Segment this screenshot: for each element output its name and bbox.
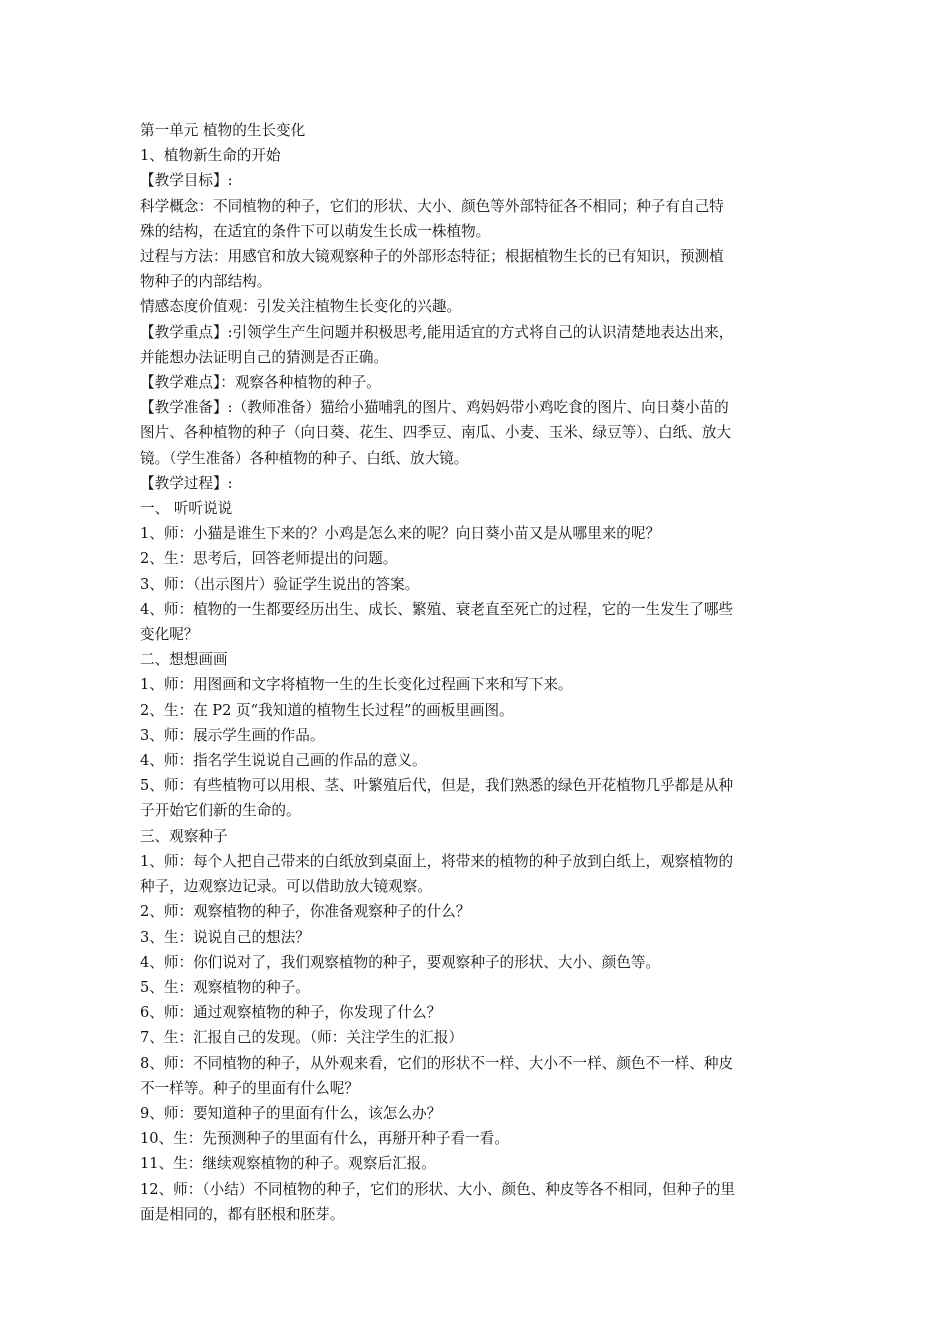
list-item: 5、师：有些植物可以用根、茎、叶繁殖后代，但是，我们熟悉的绿色开花植物几乎都是从种 <box>140 777 734 795</box>
text-line: 变化呢？ <box>140 626 199 644</box>
list-item: 11、生：继续观察植物的种子。观察后汇报。 <box>140 1155 436 1173</box>
list-item: 12、师：（小结）不同植物的种子，它们的形状、大小、颜色、种皮等各不相同，但种子的里 <box>140 1180 736 1198</box>
list-item: 5、生：观察植物的种子。 <box>140 978 310 996</box>
subsection-heading: 三、观察种子 <box>140 827 228 845</box>
list-item: 7、生：汇报自己的发现。（师：关注学生的汇报） <box>140 1029 464 1047</box>
text-line: 不一样等。种子的里面有什么呢？ <box>140 1079 359 1097</box>
list-item: 3、师：（出示图片）验证学生说出的答案。 <box>140 575 420 593</box>
list-item: 4、师：你们说对了，我们观察植物的种子，要观察种子的形状、大小、颜色等。 <box>140 953 661 971</box>
section-heading-process: 【教学过程】: <box>140 474 233 492</box>
text-line: 图片、各种植物的种子（向日葵、花生、四季豆、南瓜、小麦、玉米、绿豆等）、白纸、放大 <box>140 424 732 442</box>
list-item: 4、师：指名学生说说自己画的作品的意义。 <box>140 752 427 770</box>
subsection-heading: 二、想想画画 <box>140 651 228 669</box>
text-line: 种子，边观察边记录。可以借助放大镜观察。 <box>140 878 432 896</box>
unit-title: 第一单元 植物的生长变化 <box>140 122 306 139</box>
text-line: 科学概念：不同植物的种子，它们的形状、大小、颜色等外部特征各不相同；种子有自己特 <box>140 197 724 215</box>
list-item: 1、师：每个人把自己带来的白纸放到桌面上，将带来的植物的种子放到白纸上，观察植物的 <box>140 852 734 870</box>
section-heading-difficulties: 【教学难点】：观察各种植物的种子。 <box>140 374 381 392</box>
list-item: 3、生：说说自己的想法？ <box>140 928 310 946</box>
list-item: 10、生：先预测种子的里面有什么，再掰开种子看一看。 <box>140 1130 509 1148</box>
section-heading-objectives: 【教学目标】: <box>140 172 233 190</box>
text-line: 过程与方法：用感官和放大镜观察种子的外部形态特征；根据植物生长的已有知识，预测植 <box>140 248 724 266</box>
list-item: 9、师：要知道种子的里面有什么，该怎么办？ <box>140 1104 442 1122</box>
text-line: 镜。（学生准备）各种植物的种子、白纸、放大镜。 <box>140 449 469 467</box>
section-heading-key-points: 【教学重点】:引领学生产生问题并积极思考,能用适宜的方式将自己的认识清楚地表达出来， <box>140 323 734 341</box>
subsection-heading: 一、 听听说说 <box>140 500 233 518</box>
list-item: 8、师：不同植物的种子，从外观来看，它们的形状不一样、大小不一样、颜色不一样、种皮 <box>140 1054 734 1072</box>
list-item: 6、师：通过观察植物的种子，你发现了什么？ <box>140 1004 442 1022</box>
section-heading-preparation: 【教学准备】:（教师准备）猫给小猫哺乳的图片、鸡妈妈带小鸡吃食的图片、向日葵小苗的 <box>140 399 729 417</box>
list-item: 2、师：观察植物的种子，你准备观察种子的什么？ <box>140 903 471 921</box>
list-item: 3、师：展示学生画的作品。 <box>140 726 325 744</box>
list-item: 1、师：用图画和文字将植物一生的生长变化过程画下来和写下来。 <box>140 676 573 694</box>
list-item: 4、师：植物的一生都要经历出生、成长、繁殖、衰老直至死亡的过程，它的一生发生了哪些 <box>140 600 734 618</box>
document-page <box>140 118 816 1227</box>
text-line: 子开始它们新的生命的。 <box>140 802 301 820</box>
text-line: 并能想办法证明自己的猜测是否正确。 <box>140 348 389 366</box>
text-line: 殊的结构，在适宜的条件下可以萌发生长成一株植物。 <box>140 222 491 240</box>
list-item: 1、师：小猫是谁生下来的？小鸡是怎么来的呢？向日葵小苗又是从哪里来的呢？ <box>140 525 661 543</box>
lesson-title: 1、植物新生命的开始 <box>140 147 281 165</box>
text-line: 情感态度价值观：引发关注植物生长变化的兴趣。 <box>140 298 462 316</box>
text-line: 面是相同的，都有胚根和胚芽。 <box>140 1205 345 1223</box>
list-item: 2、生：在 P2 页“我知道的植物生长过程”的画板里画图。 <box>140 701 514 719</box>
text-line: 物种子的内部结构。 <box>140 273 272 291</box>
list-item: 2、生：思考后，回答老师提出的问题。 <box>140 550 398 568</box>
